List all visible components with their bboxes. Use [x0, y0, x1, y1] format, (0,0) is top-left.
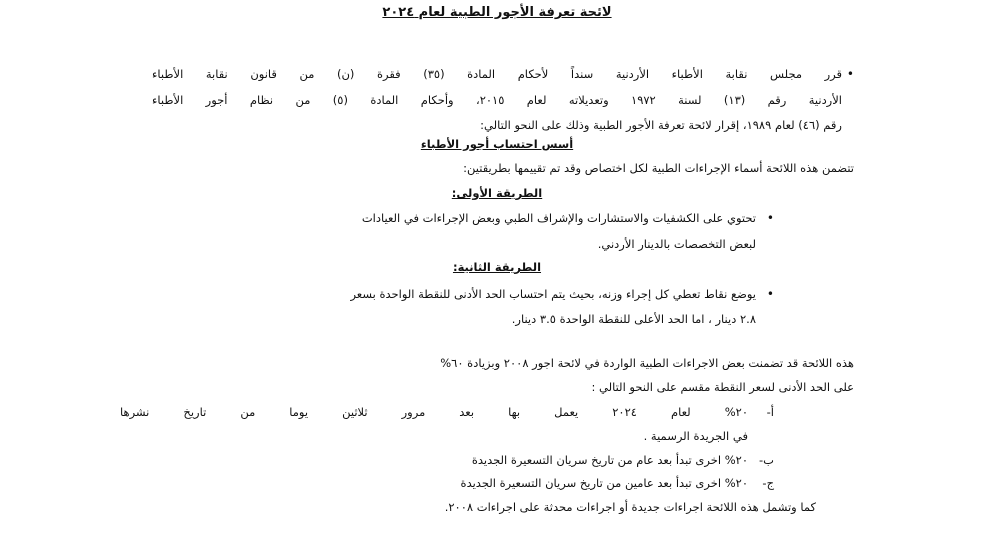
item-a-line-1: ٢٠% لعام ٢٠٢٤ يعمل بها بعد مرور ثلاثين يوما من تاريخ نشرها: [120, 405, 748, 419]
item-b-line-1: ٢٠% اخرى تبدأ بعد عام من تاريخ سريان التسعيرة الجديدة: [471, 453, 748, 467]
item-a-marker: أ-: [766, 405, 774, 419]
bullet-icon: •: [846, 67, 854, 81]
intro-line-2: الأردنية رقم (١٣) لسنة ١٩٧٢ وتعديلاته لعام ٢٠١٥، وأحكام المادة (٥) من نظام أجور الأطباء: [152, 93, 842, 107]
bullet-icon: •: [766, 287, 774, 301]
includes-line: تتضمن هذه اللائحة أسماء الإجراءات الطبية لكل اختصاص وقد تم تقييمها بطريقتين:: [463, 161, 854, 175]
method2-line-2: ٢.٨ دينار ، اما الحد الأعلى للنقطة الواحدة ٣.٥ دينار.: [511, 312, 756, 326]
method2-heading: الطريقة الثانية:: [452, 260, 542, 274]
increase-line-2: على الحد الأدنى لسعر النقطة مقسم على النحو التالي :: [591, 380, 854, 394]
method1-line-1: تحتوي على الكشفيات والاستشارات والإشراف الطبي وبعض الإجراءات في العيادات: [361, 211, 756, 225]
intro-line-3: رقم (٤٦) لعام ١٩٨٩، إقرار لائحة تعرفة الأجور الطبية وذلك على النحو التالي:: [480, 118, 842, 132]
intro-line-1: قرر مجلس نقابة الأطباء الأردنية سنداً لأحكام المادة (٣٥) فقرة (ن) من قانون نقابة الأطباء: [152, 67, 842, 81]
item-b-marker: ب-: [759, 453, 774, 467]
method1-line-2: لبعض التخصصات بالدينار الأردني.: [597, 237, 756, 251]
bullet-icon: •: [766, 211, 774, 225]
closing-line: كما وتشمل هذه اللائحة اجراءات جديدة أو اجراءات محدثة على اجراءات ٢٠٠٨.: [444, 500, 816, 514]
item-c-line-1: ٢٠% اخرى تبدأ بعد عامين من تاريخ سريان التسعيرة الجديدة: [460, 476, 748, 490]
item-c-marker: ج-: [762, 476, 774, 490]
method2-line-1: يوضع نقاط تعطي كل إجراء وزنه، بحيث يتم احتساب الحد الأدنى للنقطة الواحدة بسعر: [350, 287, 756, 301]
section-heading: أسس احتساب أجور الأطباء: [420, 137, 574, 151]
item-a-line-2: في الجريدة الرسمية .: [643, 429, 748, 443]
document-title: لائحة تعرفة الأجور الطبية لعام ٢٠٢٤: [382, 5, 612, 20]
method1-heading: الطريقة الأولى:: [451, 186, 543, 200]
increase-line-1: هذه اللائحة قد تضمنت بعض الاجراءات الطبية الواردة في لائحة اجور ٢٠٠٨ وبزيادة ٦٠%: [440, 356, 854, 370]
